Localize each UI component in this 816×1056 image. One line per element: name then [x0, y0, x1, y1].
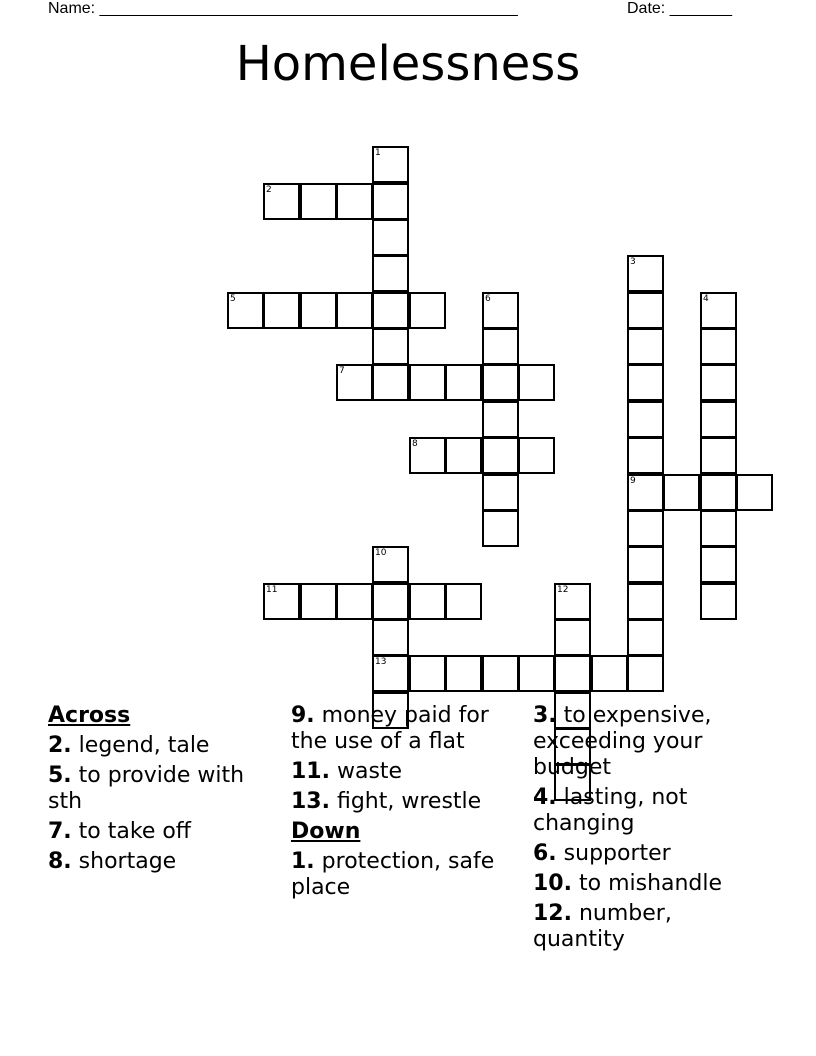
- page-title: Homelessness: [235, 36, 581, 92]
- clue-text: lasting, not changing: [533, 785, 688, 836]
- clue-down-12: [533, 901, 765, 953]
- cell-number: 13: [375, 657, 387, 667]
- clue-number: 8.: [48, 849, 72, 874]
- grid-cell[interactable]: [627, 510, 664, 547]
- grid-cell[interactable]: [627, 619, 664, 656]
- grid-cell[interactable]: [627, 655, 664, 692]
- grid-cell[interactable]: [700, 328, 737, 365]
- grid-cell[interactable]: [482, 437, 519, 474]
- cell-number: 10: [375, 548, 387, 558]
- grid-cell[interactable]: [627, 328, 664, 365]
- cell-number: 6: [485, 294, 491, 304]
- clue-number: 10.: [533, 871, 572, 896]
- grid-cell[interactable]: [372, 146, 409, 183]
- clue-text: to provide with sth: [48, 763, 245, 814]
- clue-text: to expensive, exceeding your budget: [533, 703, 712, 780]
- grid-cell[interactable]: [336, 292, 373, 329]
- cell-number: 12: [557, 585, 569, 595]
- clue-text: legend, tale: [78, 733, 210, 758]
- grid-cell[interactable]: [482, 510, 519, 547]
- across-heading: Across: [48, 703, 131, 728]
- clue-across-2: [48, 733, 280, 759]
- clue-across-5: [48, 763, 280, 815]
- clue-text: to mishandle: [578, 871, 723, 896]
- grid-cell[interactable]: [372, 619, 409, 656]
- grid-cell[interactable]: [700, 401, 737, 438]
- grid-cell[interactable]: [300, 292, 337, 329]
- clue-text: number, quantity: [533, 901, 672, 952]
- grid-cell[interactable]: [409, 364, 446, 401]
- grid-cell[interactable]: [409, 292, 446, 329]
- clue-down-1: [291, 849, 523, 901]
- grid-cell[interactable]: [372, 364, 409, 401]
- grid-cell[interactable]: [627, 401, 664, 438]
- grid-cell[interactable]: [445, 583, 482, 620]
- cell-number: 9: [630, 476, 636, 486]
- clue-number: 6.: [533, 841, 557, 866]
- clue-number: 4.: [533, 785, 557, 810]
- clue-text: supporter: [563, 841, 671, 866]
- cell-number: 1: [375, 148, 381, 158]
- cell-number: 8: [412, 439, 418, 449]
- grid-cell[interactable]: [372, 255, 409, 292]
- grid-cell[interactable]: [663, 474, 700, 511]
- clue-across-11: [291, 759, 523, 785]
- clue-across-13: [291, 789, 523, 815]
- clue-text: protection, safe place: [291, 849, 495, 900]
- clue-down-6: [533, 841, 765, 867]
- grid-cell[interactable]: [300, 183, 337, 220]
- grid-cell[interactable]: [482, 474, 519, 511]
- grid-cell[interactable]: [700, 364, 737, 401]
- clue-column-3: [533, 703, 765, 957]
- clue-across-7: [48, 819, 280, 845]
- cell-number: 3: [630, 257, 636, 267]
- clue-text: fight, wrestle: [336, 789, 482, 814]
- clue-number: 11.: [291, 759, 330, 784]
- clue-column-1: [48, 703, 280, 879]
- grid-cell[interactable]: [627, 364, 664, 401]
- grid-cell[interactable]: [445, 437, 482, 474]
- clue-number: 12.: [533, 901, 572, 926]
- date-field-label: Date: _______: [627, 0, 732, 17]
- grid-cell[interactable]: [263, 183, 300, 220]
- grid-cell[interactable]: [372, 655, 409, 692]
- clue-number: 7.: [48, 819, 72, 844]
- grid-cell[interactable]: [372, 219, 409, 256]
- grid-cell[interactable]: [263, 583, 300, 620]
- grid-cell[interactable]: [627, 437, 664, 474]
- grid-cell[interactable]: [554, 655, 591, 692]
- name-field-label: Name: _______________________________________________: [48, 0, 518, 17]
- clue-number: 9.: [291, 703, 315, 728]
- grid-cell[interactable]: [554, 583, 591, 620]
- grid-cell[interactable]: [700, 583, 737, 620]
- grid-cell[interactable]: [482, 292, 519, 329]
- grid-cell[interactable]: [372, 292, 409, 329]
- grid-cell[interactable]: [518, 437, 555, 474]
- clue-across-9: [291, 703, 523, 755]
- grid-cell[interactable]: [372, 328, 409, 365]
- grid-cell[interactable]: [372, 183, 409, 220]
- grid-cell[interactable]: [409, 583, 446, 620]
- grid-cell[interactable]: [445, 364, 482, 401]
- clue-down-4: [533, 785, 765, 837]
- grid-cell[interactable]: [627, 583, 664, 620]
- grid-cell[interactable]: [336, 583, 373, 620]
- grid-cell[interactable]: [263, 292, 300, 329]
- clue-text: waste: [336, 759, 403, 784]
- grid-cell[interactable]: [482, 328, 519, 365]
- cell-number: 2: [266, 185, 272, 195]
- clue-down-10: [533, 871, 765, 897]
- grid-cell[interactable]: [409, 655, 446, 692]
- grid-cell[interactable]: [300, 583, 337, 620]
- grid-cell[interactable]: [482, 401, 519, 438]
- grid-cell[interactable]: [554, 619, 591, 656]
- grid-cell[interactable]: [700, 510, 737, 547]
- grid-cell[interactable]: [227, 292, 264, 329]
- clue-number: 1.: [291, 849, 315, 874]
- grid-cell[interactable]: [700, 292, 737, 329]
- grid-cell[interactable]: [736, 474, 773, 511]
- grid-cell[interactable]: [627, 255, 664, 292]
- clue-down-3: [533, 703, 765, 781]
- clue-number: 2.: [48, 733, 72, 758]
- clue-column-2: [291, 703, 523, 905]
- grid-cell[interactable]: [445, 655, 482, 692]
- clue-text: to take off: [78, 819, 191, 844]
- grid-cell[interactable]: [409, 437, 446, 474]
- cell-number: 4: [703, 294, 709, 304]
- grid-cell[interactable]: [700, 437, 737, 474]
- clue-number: 5.: [48, 763, 72, 788]
- grid-cell[interactable]: [518, 364, 555, 401]
- cell-number: 11: [266, 585, 278, 595]
- clue-across-8: [48, 849, 280, 875]
- grid-cell[interactable]: [700, 474, 737, 511]
- grid-cell[interactable]: [591, 655, 628, 692]
- clue-text: money paid for the use of a flat: [291, 703, 489, 754]
- grid-cell[interactable]: [627, 546, 664, 583]
- grid-cell[interactable]: [627, 292, 664, 329]
- clue-number: 13.: [291, 789, 330, 814]
- clue-number: 3.: [533, 703, 557, 728]
- grid-cell[interactable]: [482, 364, 519, 401]
- grid-cell[interactable]: [700, 546, 737, 583]
- grid-cell[interactable]: [336, 364, 373, 401]
- grid-cell[interactable]: [372, 583, 409, 620]
- grid-cell[interactable]: [372, 546, 409, 583]
- cell-number: 5: [230, 294, 236, 304]
- grid-cell[interactable]: [518, 655, 555, 692]
- grid-cell[interactable]: [336, 183, 373, 220]
- clue-text: shortage: [78, 849, 177, 874]
- cell-number: 7: [339, 366, 345, 376]
- down-heading: Down: [291, 819, 361, 844]
- grid-cell[interactable]: [482, 655, 519, 692]
- grid-cell[interactable]: [627, 474, 664, 511]
